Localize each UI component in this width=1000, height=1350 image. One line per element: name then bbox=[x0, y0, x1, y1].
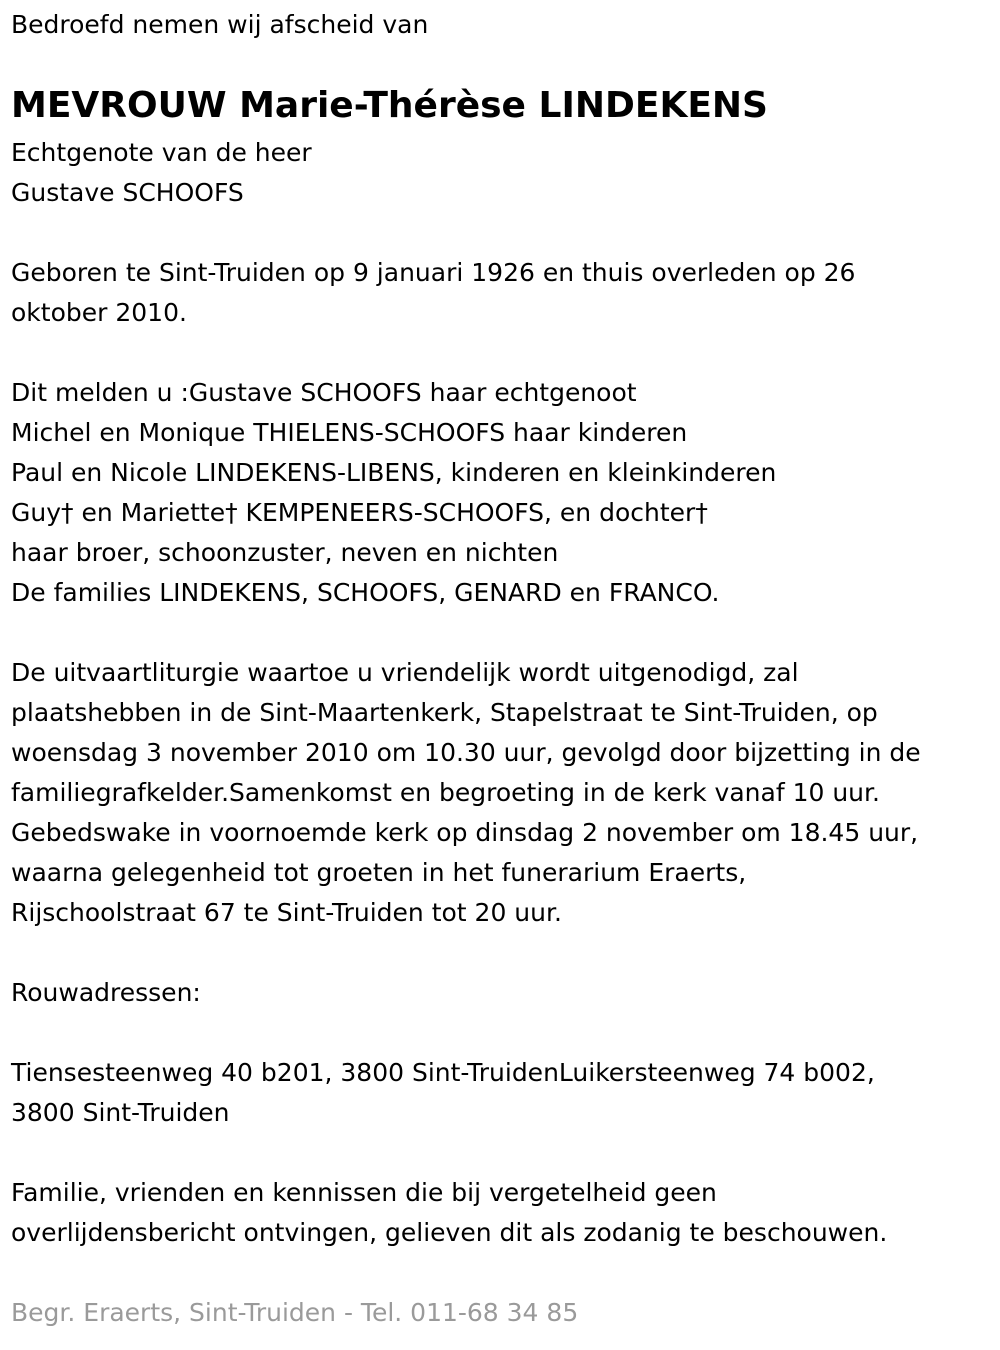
spouse-line: Echtgenote van de heer bbox=[11, 138, 312, 167]
spouse-section bbox=[11, 133, 312, 213]
funeral-line: Gebedswake in voornoemde kerk op dinsdag 2 november om 18.45 uur, bbox=[11, 818, 919, 847]
birth-death-section bbox=[11, 253, 855, 333]
closing-note-line: Familie, vrienden en kennissen die bij vergetelheid geen bbox=[11, 1178, 717, 1207]
funeral-line: De uitvaartliturgie waartoe u vriendelijk wordt uitgenodigd, zal bbox=[11, 658, 799, 687]
family-line: Paul en Nicole LINDEKENS-LIBENS, kinderen en kleinkinderen bbox=[11, 458, 777, 487]
family-line: Guy† en Mariette† KEMPENEERS-SCHOOFS, en dochter† bbox=[11, 498, 708, 527]
intro-text: Bedroefd nemen wij afscheid van bbox=[11, 10, 429, 39]
family-announcement-section bbox=[11, 373, 776, 613]
spouse-line: Gustave SCHOOFS bbox=[11, 178, 244, 207]
birth-death-line: oktober 2010. bbox=[11, 298, 187, 327]
family-line: haar broer, schoonzuster, neven en nichten bbox=[11, 538, 559, 567]
closing-note-section bbox=[11, 1173, 887, 1253]
family-line: Dit melden u :Gustave SCHOOFS haar echtgenoot bbox=[11, 378, 637, 407]
funeral-line: waarna gelegenheid tot groeten in het funerarium Eraerts, bbox=[11, 858, 747, 887]
closing-note-line: overlijdensbericht ontvingen, gelieven dit als zodanig te beschouwen. bbox=[11, 1218, 888, 1247]
funeral-line: plaatshebben in de Sint-Maartenkerk, Stapelstraat te Sint-Truiden, op bbox=[11, 698, 878, 727]
address-line: 3800 Sint-Truiden bbox=[11, 1098, 230, 1127]
funeral-line: Rijschoolstraat 67 te Sint-Truiden tot 20 uur. bbox=[11, 898, 562, 927]
condolence-addresses-label-section bbox=[11, 973, 201, 1013]
deceased-name-title: MEVROUW Marie-Thérèse LINDEKENS bbox=[11, 85, 768, 126]
funeral-details-section bbox=[11, 653, 921, 933]
funeral-home-footer: Begr. Eraerts, Sint-Truiden - Tel. 011-68 34 85 bbox=[11, 1298, 579, 1327]
family-line: Michel en Monique THIELENS-SCHOOFS haar kinderen bbox=[11, 418, 688, 447]
birth-death-line: Geboren te Sint-Truiden op 9 januari 1926 en thuis overleden op 26 bbox=[11, 258, 856, 287]
funeral-line: woensdag 3 november 2010 om 10.30 uur, gevolgd door bijzetting in de bbox=[11, 738, 921, 767]
funeral-line: familiegrafkelder.Samenkomst en begroeting in de kerk vanaf 10 uur. bbox=[11, 778, 880, 807]
address-line: Tiensesteenweg 40 b201, 3800 Sint-TruidenLuikersteenweg 74 b002, bbox=[11, 1058, 875, 1087]
condolence-addresses-label: Rouwadressen: bbox=[11, 978, 201, 1007]
condolence-addresses-section bbox=[11, 1053, 875, 1133]
family-line: De families LINDEKENS, SCHOOFS, GENARD en FRANCO. bbox=[11, 578, 720, 607]
